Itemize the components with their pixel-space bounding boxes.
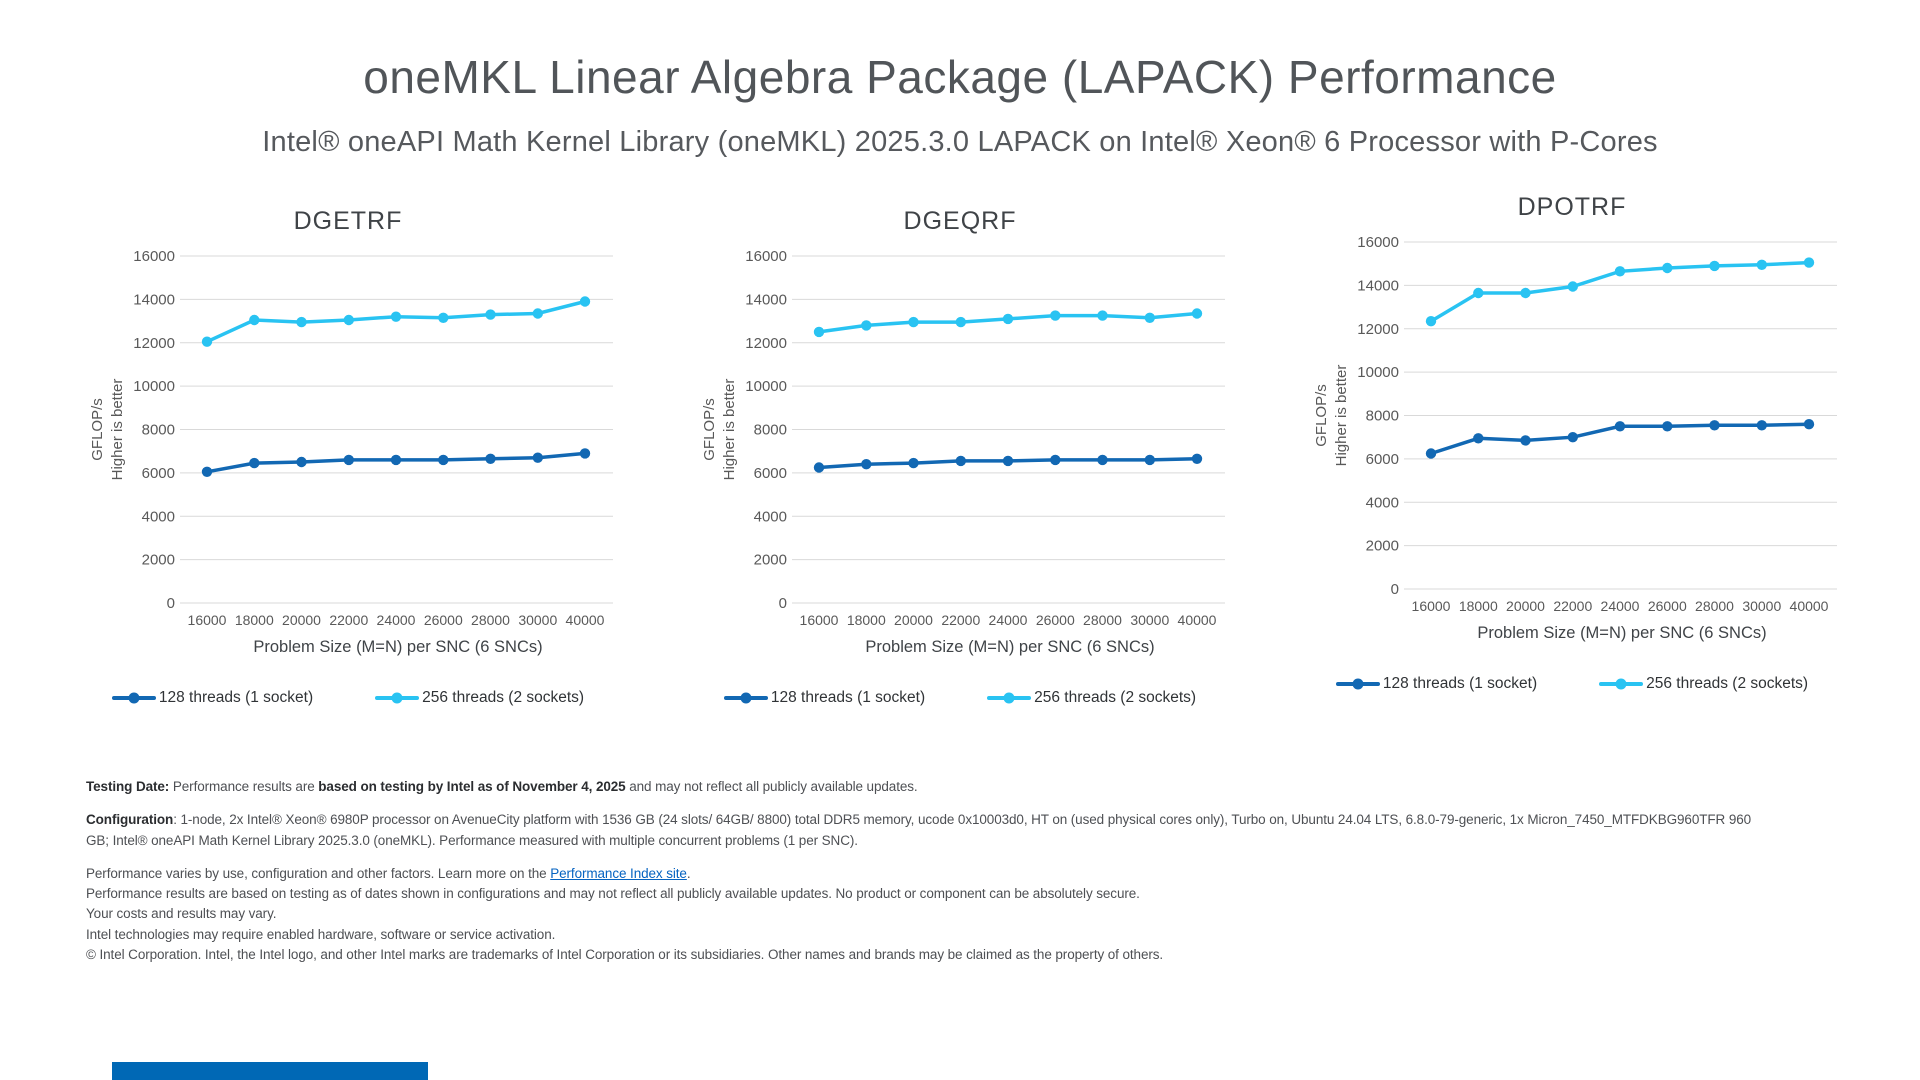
- data-point: [956, 317, 966, 327]
- data-point: [344, 315, 354, 325]
- page-subtitle: Intel® oneAPI Math Kernel Library (oneMKL) 2025.3.0 LAPACK on Intel® Xeon® 6 Processor with P-Cores: [262, 126, 1658, 158]
- testing-date-label: Testing Date:: [86, 779, 170, 794]
- y-axis-sublabel: Higher is better: [109, 378, 126, 481]
- x-tick-label: 40000: [1177, 612, 1217, 628]
- legend: [78, 689, 618, 707]
- x-tick-label: 26000: [1035, 612, 1075, 628]
- x-axis-title: Problem Size (M=N) per SNC (6 SNCs): [253, 638, 543, 656]
- data-point: [1473, 288, 1483, 298]
- x-tick-label: 24000: [988, 612, 1028, 628]
- data-point: [485, 454, 495, 464]
- data-point: [344, 455, 354, 465]
- data-point: [1757, 420, 1767, 430]
- data-point: [1050, 455, 1060, 465]
- x-tick-label: 26000: [1647, 598, 1687, 614]
- testing-date-line: [86, 777, 1776, 797]
- data-point: [1804, 257, 1814, 267]
- data-point: [908, 458, 918, 468]
- data-point: [908, 317, 918, 327]
- legend-marker-icon: [724, 692, 768, 704]
- x-tick-label: 20000: [282, 612, 321, 628]
- legend-marker-icon: [1336, 678, 1380, 690]
- data-point: [1520, 435, 1530, 445]
- x-tick-label: 20000: [1506, 598, 1545, 614]
- y-tick-label: 6000: [141, 464, 175, 482]
- x-tick-label: 28000: [1695, 598, 1734, 614]
- data-point: [202, 467, 212, 477]
- dgeqrf-chart: [690, 207, 1230, 707]
- x-tick-label: 18000: [234, 612, 274, 628]
- data-point: [485, 309, 495, 319]
- data-point: [580, 296, 590, 306]
- data-point: [1520, 288, 1530, 298]
- data-point: [533, 453, 543, 463]
- legend-item-128-threads-1-socket: [724, 689, 925, 707]
- x-tick-label: 26000: [423, 612, 463, 628]
- legend-label: 128 threads (1 socket): [158, 689, 314, 706]
- disclaimer-line: © Intel Corporation. Intel, the Intel logo, and other Intel marks are trademarks of Intel Corporation or its subsidiaries. Other names and brands may be claimed as the property of others.: [86, 946, 1164, 962]
- y-tick-label: 8000: [753, 421, 787, 439]
- configuration-line: [86, 810, 1776, 851]
- data-point: [202, 337, 212, 347]
- dpotrf-chart: [1302, 193, 1842, 707]
- y-tick-label: 0: [166, 595, 175, 612]
- y-tick-label: 2000: [753, 551, 787, 569]
- x-tick-label: 18000: [1458, 598, 1498, 614]
- y-axis-label: GFLOP/s: [701, 398, 718, 461]
- legend-label: 128 threads (1 socket): [1382, 675, 1538, 692]
- data-point: [391, 455, 401, 465]
- testing-date-text-1: Performance results are: [169, 779, 319, 794]
- data-point: [249, 315, 259, 325]
- charts-row: [0, 193, 1920, 707]
- x-tick-label: 28000: [1083, 612, 1122, 628]
- legend-label: 256 threads (2 sockets): [1646, 675, 1809, 692]
- gridlines: [792, 256, 1225, 603]
- y-tick-label: 4000: [141, 508, 175, 526]
- disclaimer-line: Intel technologies may require enabled hardware, software or service activation.: [86, 926, 556, 942]
- header: [0, 0, 1920, 159]
- x-axis-title: Problem Size (M=N) per SNC (6 SNCs): [865, 638, 1155, 656]
- x-tick-label: 20000: [894, 612, 933, 628]
- x-tick-label: 22000: [329, 612, 369, 628]
- data-point: [861, 320, 871, 330]
- data-point: [1003, 314, 1013, 324]
- dgetrf-plot: [78, 248, 618, 660]
- legend-item-128-threads-1-socket: [1336, 675, 1537, 693]
- data-point: [1426, 316, 1436, 326]
- y-tick-label: 2000: [1365, 537, 1399, 555]
- performance-varies-suffix: .: [686, 865, 691, 881]
- x-tick-label: 24000: [1600, 598, 1640, 614]
- x-tick-label: 24000: [376, 612, 416, 628]
- series-256-threads-2-sockets-points: [814, 308, 1202, 337]
- y-tick-label: 10000: [745, 378, 787, 396]
- y-tick-label: 12000: [133, 334, 175, 352]
- x-tick-label: 16000: [1411, 598, 1451, 614]
- disclaimer-line: Your costs and results may vary.: [86, 906, 277, 922]
- x-tick-label: 16000: [187, 612, 227, 628]
- y-tick-label: 6000: [753, 464, 787, 482]
- x-tick-label: 22000: [1553, 598, 1593, 614]
- y-axis-sublabel: Higher is better: [1333, 364, 1350, 467]
- disclaimer-line: Performance results are based on testing as of dates shown in configurations and may not reflect all publicly available updates. No product or component can be absolutely secure.: [86, 886, 1140, 901]
- dgeqrf-plot: [690, 248, 1230, 660]
- data-point: [580, 448, 590, 458]
- x-tick-label: 40000: [565, 612, 605, 628]
- data-point: [1615, 421, 1625, 431]
- data-point: [1473, 433, 1483, 443]
- configuration-label: Configuration: [86, 812, 174, 828]
- data-point: [391, 312, 401, 322]
- data-point: [296, 317, 306, 327]
- legend: [1302, 675, 1842, 693]
- x-tick-label: 30000: [1742, 598, 1782, 614]
- x-tick-label: 18000: [846, 612, 886, 628]
- data-point: [1192, 308, 1202, 318]
- y-tick-label: 16000: [133, 248, 175, 265]
- performance-varies-text: Performance varies by use, configuration and other factors. Learn more on the: [86, 865, 551, 881]
- chart-title: DGETRF: [293, 207, 403, 235]
- y-tick-label: 4000: [1365, 494, 1399, 512]
- data-point: [1145, 455, 1155, 465]
- data-point: [1097, 455, 1107, 465]
- y-axis-label: GFLOP/s: [1313, 384, 1330, 447]
- x-axis-title: Problem Size (M=N) per SNC (6 SNCs): [1477, 624, 1767, 642]
- legend-item-128-threads-1-socket: [112, 689, 313, 707]
- legal-block: [86, 864, 1776, 965]
- y-axis-sublabel: Higher is better: [721, 378, 738, 481]
- y-tick-label: 12000: [745, 334, 787, 352]
- y-tick-label: 0: [1390, 581, 1399, 598]
- x-tick-label: 22000: [941, 612, 981, 628]
- x-tick-label: 30000: [518, 612, 558, 628]
- chart-title: DGEQRF: [903, 207, 1017, 235]
- chart-title: DPOTRF: [1517, 193, 1627, 221]
- y-tick-label: 4000: [753, 508, 787, 526]
- data-point: [1709, 420, 1719, 430]
- data-point: [1097, 310, 1107, 320]
- y-tick-label: 6000: [1365, 450, 1399, 468]
- y-tick-label: 14000: [133, 291, 175, 309]
- x-tick-label: 16000: [799, 612, 839, 628]
- y-tick-label: 12000: [1357, 320, 1399, 338]
- legend-label: 256 threads (2 sockets): [422, 689, 585, 706]
- bottom-blue-bar: [112, 1062, 428, 1080]
- testing-date-text-2: and may not reflect all publicly available updates.: [625, 779, 918, 794]
- y-tick-label: 14000: [745, 291, 787, 309]
- legend-marker-icon: [375, 692, 419, 704]
- legend-label: 256 threads (2 sockets): [1034, 689, 1197, 706]
- testing-date-bold: based on testing by Intel as of November 4, 2025: [318, 779, 626, 794]
- data-point: [1145, 313, 1155, 323]
- dpotrf-plot: [1302, 234, 1842, 646]
- legend-item-256-threads-2-sockets: [1599, 675, 1808, 693]
- data-point: [1426, 448, 1436, 458]
- legend-marker-icon: [112, 692, 156, 704]
- data-point: [1662, 421, 1672, 431]
- data-point: [1568, 432, 1578, 442]
- data-point: [438, 455, 448, 465]
- data-point: [1192, 454, 1202, 464]
- footnotes: [86, 777, 1776, 965]
- data-point: [296, 457, 306, 467]
- y-tick-label: 10000: [133, 378, 175, 396]
- configuration-text: : 1-node, 2x Intel® Xeon® 6980P processor on AvenueCity platform with 1536 GB (24 slots/ 64GB/ 8800) total DDR5 memory, ucode 0x10003d0, HT on (used physical cores only), Turbo on, Ubuntu 24.04 LTS, 6.8.0-79-generic, 1x Micron_7450_MTFDKBG960TFR 960 GB; Intel® oneAPI Math Kernel Library 2025.3.0 (oneMKL). Performance measured with multiple concurrent problems (1 per SNC).: [86, 812, 1752, 848]
- legend-label: 128 threads (1 socket): [770, 689, 926, 706]
- x-tick-label: 40000: [1789, 598, 1829, 614]
- gridlines: [1404, 242, 1837, 589]
- y-axis-label: GFLOP/s: [89, 398, 106, 461]
- data-point: [533, 308, 543, 318]
- data-point: [249, 458, 259, 468]
- y-tick-label: 2000: [141, 551, 175, 569]
- legend-marker-icon: [987, 692, 1031, 704]
- y-tick-label: 16000: [1357, 234, 1399, 251]
- page-title: oneMKL Linear Algebra Package (LAPACK) Performance: [363, 51, 1557, 103]
- data-point: [1804, 419, 1814, 429]
- data-point: [1757, 260, 1767, 270]
- y-tick-label: 16000: [745, 248, 787, 265]
- performance-varies-line: [86, 864, 1776, 884]
- gridlines: [180, 256, 613, 603]
- performance-index-site-link[interactable]: Performance Index site: [550, 865, 687, 881]
- y-tick-label: 8000: [141, 421, 175, 439]
- legend-marker-icon: [1599, 678, 1643, 690]
- legend-item-256-threads-2-sockets: [987, 689, 1196, 707]
- dgetrf-chart: [78, 207, 618, 707]
- x-tick-label: 30000: [1130, 612, 1170, 628]
- data-point: [956, 456, 966, 466]
- data-point: [1003, 456, 1013, 466]
- y-tick-label: 14000: [1357, 277, 1399, 295]
- legend: [690, 689, 1230, 707]
- y-tick-label: 0: [778, 595, 787, 612]
- data-point: [814, 462, 824, 472]
- y-tick-label: 10000: [1357, 364, 1399, 382]
- legend-item-256-threads-2-sockets: [375, 689, 584, 707]
- data-point: [438, 313, 448, 323]
- data-point: [1615, 266, 1625, 276]
- data-point: [1662, 263, 1672, 273]
- data-point: [861, 459, 871, 469]
- x-tick-label: 28000: [471, 612, 510, 628]
- y-tick-label: 8000: [1365, 407, 1399, 425]
- data-point: [814, 327, 824, 337]
- data-point: [1709, 261, 1719, 271]
- data-point: [1050, 310, 1060, 320]
- data-point: [1568, 281, 1578, 291]
